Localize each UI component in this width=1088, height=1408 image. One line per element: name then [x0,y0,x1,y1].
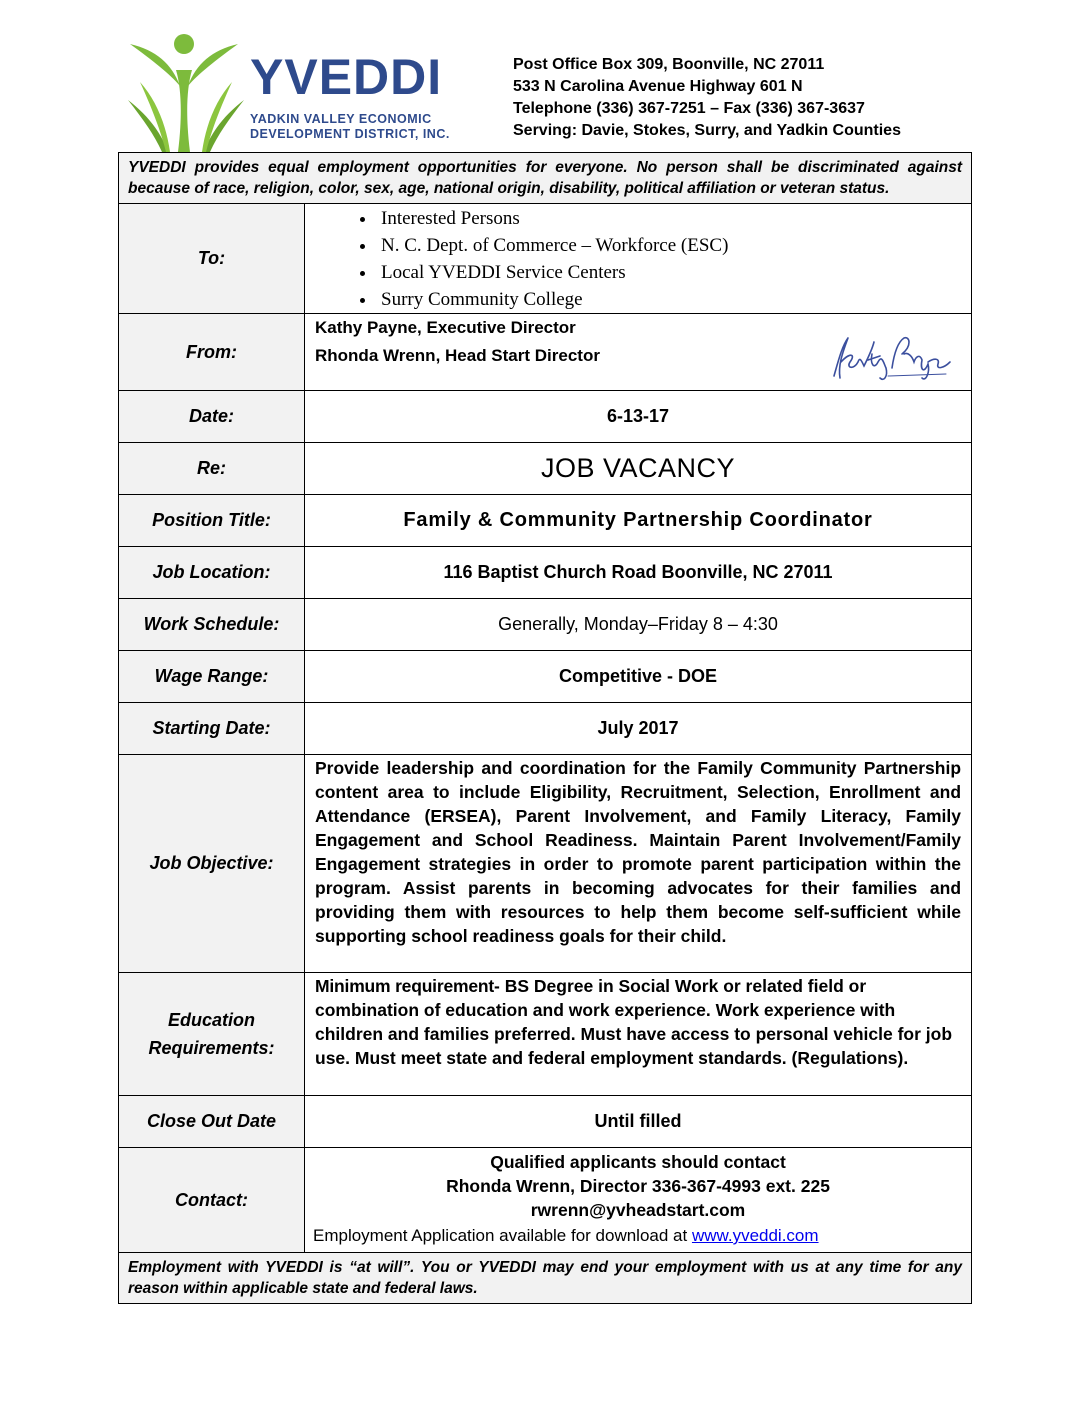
position-row [119,495,972,547]
equal-opportunity-notice: YVEDDI provides equal employment opportunities for everyone. No person shall be discriminated against because of race, religion, color, sex, age, national origin, disability, political affiliation or veteran status. [119,153,972,204]
close-value: Until filled [305,1096,972,1148]
date-label: Date: [119,391,305,443]
education-text [305,973,972,1096]
contact-email: rwrenn@yvheadstart.com [530,1200,746,1220]
date-row [119,391,972,443]
contact-row [119,1148,972,1253]
recipient-item: • Interested Persons [377,205,971,232]
start-label: Starting Date: [119,703,305,755]
start-value: July 2017 [305,703,972,755]
to-value [305,204,972,314]
objective-label: Job Objective: [119,755,305,973]
contact-name-phone: Rhonda Wrenn, Director 336-367-4993 ext. 225 [446,1176,830,1196]
at-will-notice: Employment with YVEDDI is “at will”. You or YVEDDI may end your employment with us at any time for any reason within applicable state and federal laws. [119,1253,972,1304]
address-po-box: Post Office Box 309, Boonville, NC 27011 [513,56,825,73]
from-executive-director: Kathy Payne, Executive Director [315,318,576,337]
job-vacancy-table [118,152,972,1304]
schedule-label: Work Schedule: [119,599,305,651]
logo-wordmark: YVEDDI [250,49,443,105]
from-value [305,314,972,391]
contact-value [305,1148,972,1253]
education-label: Education Requirements: [119,973,305,1096]
recipient-item: • Local YVEDDI Service Centers [377,259,971,286]
date-value: 6-13-17 [305,391,972,443]
contact-label: Contact: [119,1148,305,1253]
schedule-row [119,599,972,651]
address-phone: Telephone (336) 367-7251 – Fax (336) 367-3637 [513,100,865,117]
position-title-value: Family & Community Partnership Coordinator [305,495,972,547]
location-row [119,547,972,599]
start-row [119,703,972,755]
wage-value: Competitive - DOE [305,651,972,703]
wage-row [119,651,972,703]
to-label: To: [119,204,305,314]
to-row [119,204,972,314]
signature-icon [828,332,953,384]
logo-figure-icon [126,30,250,154]
wage-label: Wage Range: [119,651,305,703]
recipient-item: • N. C. Dept. of Commerce – Workforce (ESC) [377,232,971,259]
notice-row [119,153,972,204]
from-label: From: [119,314,305,391]
objective-text: Provide leadership and coordination for the Family Community Partnership content area to include Eligibility, Recruitment, Selection, Enrollment and Attendance (ERSEA), Parent Involvement, and Family Literacy, Family Engagement and School Readiness. Maintain Parent Involvement/Family Engagement strategies in order to promote parent participation within the program. Assist parents in becoming advocates for their families and providing them with resources to help them become self-sufficient while supporting school readiness goals for their child. [305,755,972,973]
address-counties: Serving: Davie, Stokes, Surry, and Yadkin Counties [513,122,901,139]
education-row [119,973,972,1096]
at-will-row [119,1253,972,1304]
objective-row [119,755,972,973]
close-row [119,1096,972,1148]
contact-intro: Qualified applicants should contact [490,1152,786,1172]
education-detail: - BS Degree in Social Work or related field or combination of education and work experience. Work experience with children and families preferred. Must have access to personal vehicle for job use. Must meet state and federal employment standards. (Regulations). [315,976,953,1068]
from-row [119,314,972,391]
letterhead-address [513,54,901,142]
location-label: Job Location: [119,547,305,599]
recipient-list [305,205,971,313]
website-link[interactable]: www.yveddi.com [691,1226,819,1245]
position-label: Position Title: [119,495,305,547]
re-value: JOB VACANCY [305,443,972,495]
recipient-item: • Surry Community College [377,286,971,313]
location-value: 116 Baptist Church Road Boonville, NC 27011 [305,547,972,599]
application-note: Employment Application available for download at www.yveddi.com [313,1226,819,1245]
close-label: Close Out Date [119,1096,305,1148]
education-lead: Minimum requirement [315,976,495,996]
address-street: 533 N Carolina Avenue Highway 601 N [513,78,803,95]
re-row [119,443,972,495]
re-label: Re: [119,443,305,495]
yveddi-logo [126,30,456,154]
schedule-value: Generally, Monday–Friday 8 – 4:30 [305,599,972,651]
from-head-start-director: Rhonda Wrenn, Head Start Director [315,346,600,365]
logo-subtitle: YADKIN VALLEY ECONOMIC DEVELOPMENT DISTRICT, INC. [250,112,450,141]
